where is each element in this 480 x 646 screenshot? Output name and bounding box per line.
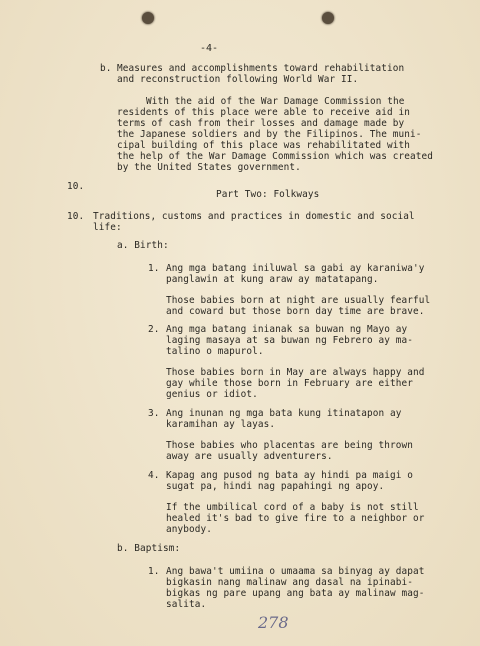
tagalog-line: Kapag ang pusod ng bata ay hindi pa maigi o [166, 470, 414, 481]
english-line: anybody. [166, 524, 212, 535]
tagalog-line: Ang mga batang iniluwal sa gabi ay karaniwa'y [166, 263, 425, 274]
tagalog-line: Ang mga batang inianak sa buwan ng Mayo ay [166, 324, 408, 335]
item-10-line: life: [93, 222, 122, 233]
tagalog-line: laging masaya at sa buwan ng Febrero ay ma- [166, 335, 414, 346]
item-b-body-line: the help of the War Damage Commission which was created [117, 151, 433, 162]
english-line: healed it's bad to give fire to a neighbor or [166, 513, 425, 524]
english-line: Those babies born in May are always happy and [166, 367, 425, 378]
item-b-label: b. [100, 63, 112, 74]
entry-number: 4. [148, 470, 160, 481]
tagalog-line: salita. [166, 599, 207, 610]
tagalog-line: panglawin at kung araw ay matatapang. [166, 274, 379, 285]
item-10-line: Traditions, customs and practices in domestic and social [93, 211, 415, 222]
english-line: away are usually adventurers. [166, 451, 333, 462]
tagalog-line: Ang bawa't umiina o umaama sa binyag ay dapat [166, 566, 425, 577]
tagalog-line: bigkas ng pare upang ang bata ay malinaw mag- [166, 588, 425, 599]
handwritten-page-number: 278 [258, 613, 289, 632]
item-b-heading-line: and reconstruction following World War II. [117, 74, 359, 85]
entry-number: 1. [148, 263, 160, 274]
punch-hole [322, 12, 334, 24]
punch-hole [142, 12, 154, 24]
item-b-body-line: cipal building of this place was rehabilitated with [117, 140, 410, 151]
item-b-body-line: terms of cash from their losses and damage made by [117, 118, 405, 129]
english-line: gay while those born in February are either [166, 378, 414, 389]
section-a-label: a. Birth: [117, 240, 169, 251]
english-line: and coward but those born day time are brave. [166, 306, 425, 317]
english-line: If the umbilical cord of a baby is not still [166, 502, 419, 513]
part-title: Part Two: Folkways [216, 189, 320, 200]
tagalog-line: Ang inunan ng mga bata kung itinatapon ay [166, 408, 402, 419]
item-10-number: 10. [67, 181, 85, 192]
tagalog-line: talino o mapurol. [166, 346, 264, 357]
item-b-body-line: by the United States government. [117, 162, 301, 173]
item-b-body-line: With the aid of the War Damage Commission the [146, 96, 405, 107]
entry-number: 3. [148, 408, 160, 419]
tagalog-line: karamihan ay layas. [166, 419, 276, 430]
section-b-label: b. Baptism: [117, 543, 181, 554]
entry-number: 2. [148, 324, 160, 335]
item-b-body-line: the Japanese soldiers and by the Filipinos. The muni- [117, 129, 422, 140]
page-number: -4- [200, 43, 219, 54]
english-line: Those babies who placentas are being thrown [166, 440, 414, 451]
tagalog-line: bigkasin nang malinaw ang dasal na ipinabi- [166, 577, 414, 588]
item-b-heading-line: Measures and accomplishments toward rehabilitation [117, 63, 405, 74]
item-b-body-line: residents of this place were able to receive aid in [117, 107, 410, 118]
entry-number: 1. [148, 566, 160, 577]
english-line: genius or idiot. [166, 389, 258, 400]
item-10-number: 10. [67, 211, 85, 222]
english-line: Those babies born at night are usually fearful [166, 295, 431, 306]
tagalog-line: sugat pa, hindi nag papahingi ng apoy. [166, 481, 385, 492]
